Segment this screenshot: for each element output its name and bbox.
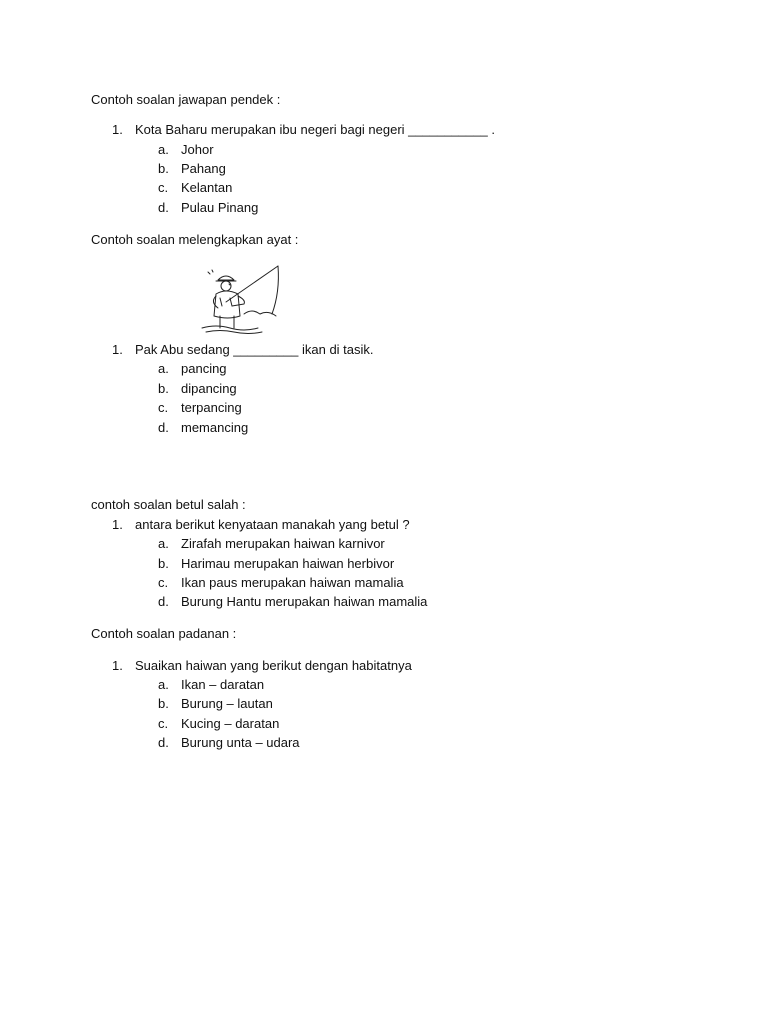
option-text: pancing	[181, 361, 227, 376]
section-heading: Contoh soalan jawapan pendek :	[91, 92, 281, 107]
option-text: Kucing – daratan	[181, 716, 280, 731]
option-text: Zirafah merupakan haiwan karnivor	[181, 536, 385, 551]
option-text: Pulau Pinang	[181, 200, 259, 215]
option-text: Kelantan	[181, 180, 233, 195]
option-label: c.	[158, 575, 169, 590]
option-text: Burung Hantu merupakan haiwan mamalia	[181, 594, 428, 609]
option-label: b.	[158, 381, 169, 396]
option-text: Burung – lautan	[181, 696, 273, 711]
option-label: b.	[158, 556, 169, 571]
option-label: c.	[158, 180, 169, 195]
question-number: 1.	[112, 658, 123, 673]
option-label: b.	[158, 696, 169, 711]
question-text: Pak Abu sedang _________ ikan di tasik.	[135, 342, 374, 357]
option-text: terpancing	[181, 400, 242, 415]
option-text: Ikan paus merupakan haiwan mamalia	[181, 575, 404, 590]
question-number: 1.	[112, 517, 123, 532]
option-label: a.	[158, 142, 169, 157]
option-label: a.	[158, 361, 169, 376]
option-text: dipancing	[181, 381, 237, 396]
question-number: 1.	[112, 342, 123, 357]
option-label: a.	[158, 536, 169, 551]
option-label: d.	[158, 735, 169, 750]
option-text: Pahang	[181, 161, 226, 176]
option-label: d.	[158, 420, 169, 435]
man-fishing-illustration	[196, 262, 282, 338]
option-text: memancing	[181, 420, 249, 435]
option-text: Harimau merupakan haiwan herbivor	[181, 556, 395, 571]
question-number: 1.	[112, 122, 123, 137]
question-text: Kota Baharu merupakan ibu negeri bagi negeri ___________ .	[135, 122, 495, 137]
section-heading: Contoh soalan melengkapkan ayat :	[91, 232, 299, 247]
option-label: d.	[158, 594, 169, 609]
question-text: antara berikut kenyataan manakah yang betul ?	[135, 517, 410, 532]
question-text: Suaikan haiwan yang berikut dengan habitatnya	[135, 658, 412, 673]
option-text: Burung unta – udara	[181, 735, 300, 750]
option-label: d.	[158, 200, 169, 215]
option-label: c.	[158, 400, 169, 415]
option-label: a.	[158, 677, 169, 692]
option-text: Johor	[181, 142, 214, 157]
section-heading: contoh soalan betul salah :	[91, 497, 246, 512]
option-label: c.	[158, 716, 169, 731]
section-heading: Contoh soalan padanan :	[91, 626, 237, 641]
option-text: Ikan – daratan	[181, 677, 265, 692]
option-label: b.	[158, 161, 169, 176]
